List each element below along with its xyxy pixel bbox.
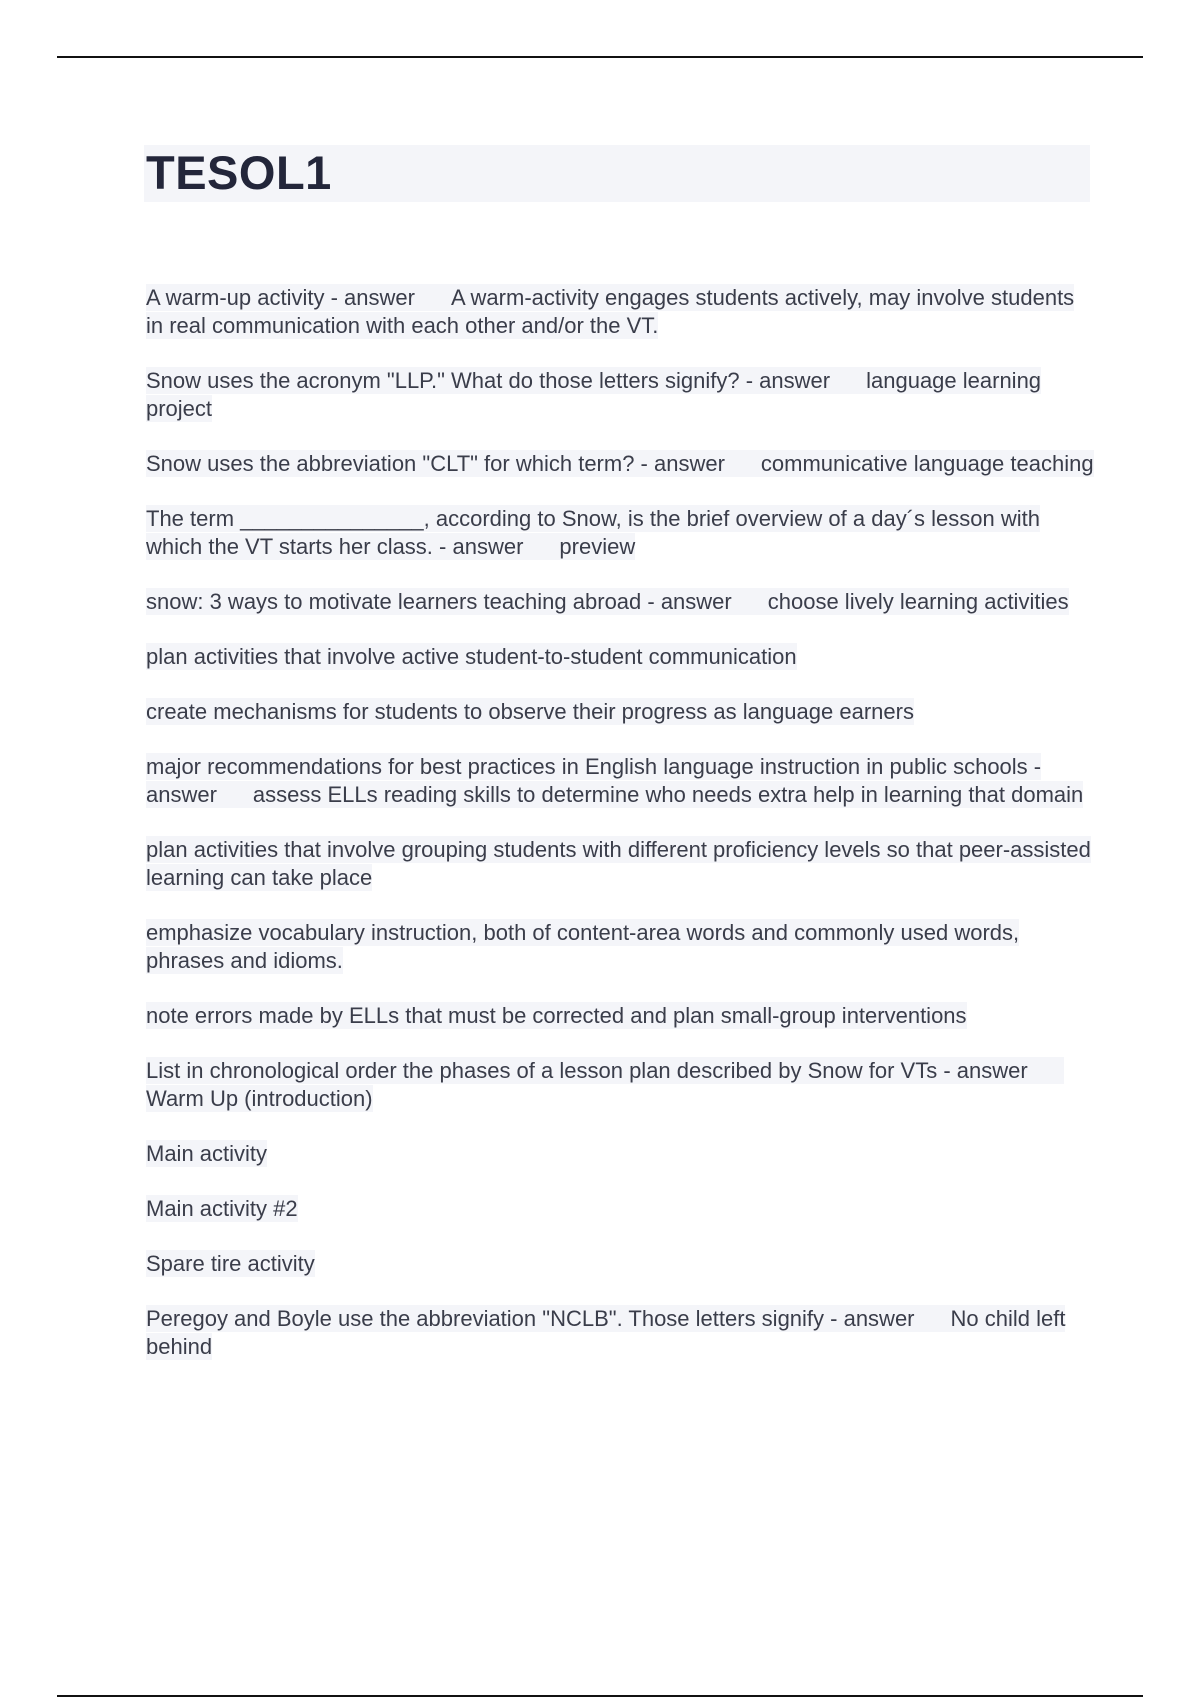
answer-text: plan activities that involve active student-to-student communication <box>146 644 797 669</box>
question-text: Peregoy and Boyle use the abbreviation "NCLB". Those letters signify - answer <box>146 1306 915 1331</box>
question-text: Snow uses the acronym "LLP." What do those letters signify? - answer <box>146 368 831 393</box>
list-item <box>146 1305 1096 1361</box>
list-item <box>146 1002 1096 1030</box>
list-item <box>146 836 1096 892</box>
answer-text: emphasize vocabulary instruction, both of content-area words and commonly used words, phrases and idioms. <box>146 920 1020 973</box>
answer-text: Warm Up (introduction) <box>146 1086 373 1111</box>
answer-text: communicative language teaching <box>760 451 1094 476</box>
list-item <box>146 1195 1096 1223</box>
list-item <box>146 450 1096 478</box>
top-rule <box>57 56 1143 58</box>
answer-text: A warm-activity engages students actively, may involve students in real communication with each other and/or the VT. <box>146 285 1075 338</box>
bottom-rule <box>57 1695 1143 1697</box>
list-item <box>146 1250 1096 1278</box>
answer-text: plan activities that involve grouping students with different proficiency levels so that peer-assisted learning can take place <box>146 837 1091 890</box>
list-item <box>146 643 1096 671</box>
question-text: A warm-up activity - answer <box>146 285 415 310</box>
list-item <box>146 505 1096 561</box>
answer-text: language learning project <box>146 368 1042 421</box>
answer-text: preview <box>559 534 636 559</box>
question-text: snow: 3 ways to motivate learners teaching abroad - answer <box>146 589 732 614</box>
answer-text: No child left behind <box>146 1306 1066 1359</box>
answer-text: Main activity #2 <box>146 1196 298 1221</box>
list-item <box>146 698 1096 726</box>
question-text: major recommendations for best practices in English language instruction in public schools - answer <box>146 754 1042 807</box>
answer-text: note errors made by ELLs that must be corrected and plan small-group interventions <box>146 1003 967 1028</box>
answer-text: create mechanisms for students to observe their progress as language earners <box>146 699 914 724</box>
list-item <box>146 284 1096 340</box>
answer-text: Main activity <box>146 1141 268 1166</box>
flashcard-list <box>146 284 1096 1388</box>
page-title: TESOL1 <box>146 146 332 199</box>
answer-text: assess ELLs reading skills to determine who needs extra help in learning that domain <box>252 782 1084 807</box>
question-text: Snow uses the abbreviation "CLT" for which term? - answer <box>146 451 725 476</box>
list-item <box>146 588 1096 616</box>
list-item <box>146 919 1096 975</box>
question-text: List in chronological order the phases of a lesson plan described by Snow for VTs - answer <box>146 1058 1028 1083</box>
question-text: The term _______________, according to Snow, is the brief overview of a day´s lesson with which the VT starts her class. - answer <box>146 506 1040 559</box>
answer-text: Spare tire activity <box>146 1251 315 1276</box>
list-item <box>146 1140 1096 1168</box>
list-item <box>146 753 1096 809</box>
list-item <box>146 1057 1096 1113</box>
answer-text: choose lively learning activities <box>767 589 1069 614</box>
list-item <box>146 367 1096 423</box>
